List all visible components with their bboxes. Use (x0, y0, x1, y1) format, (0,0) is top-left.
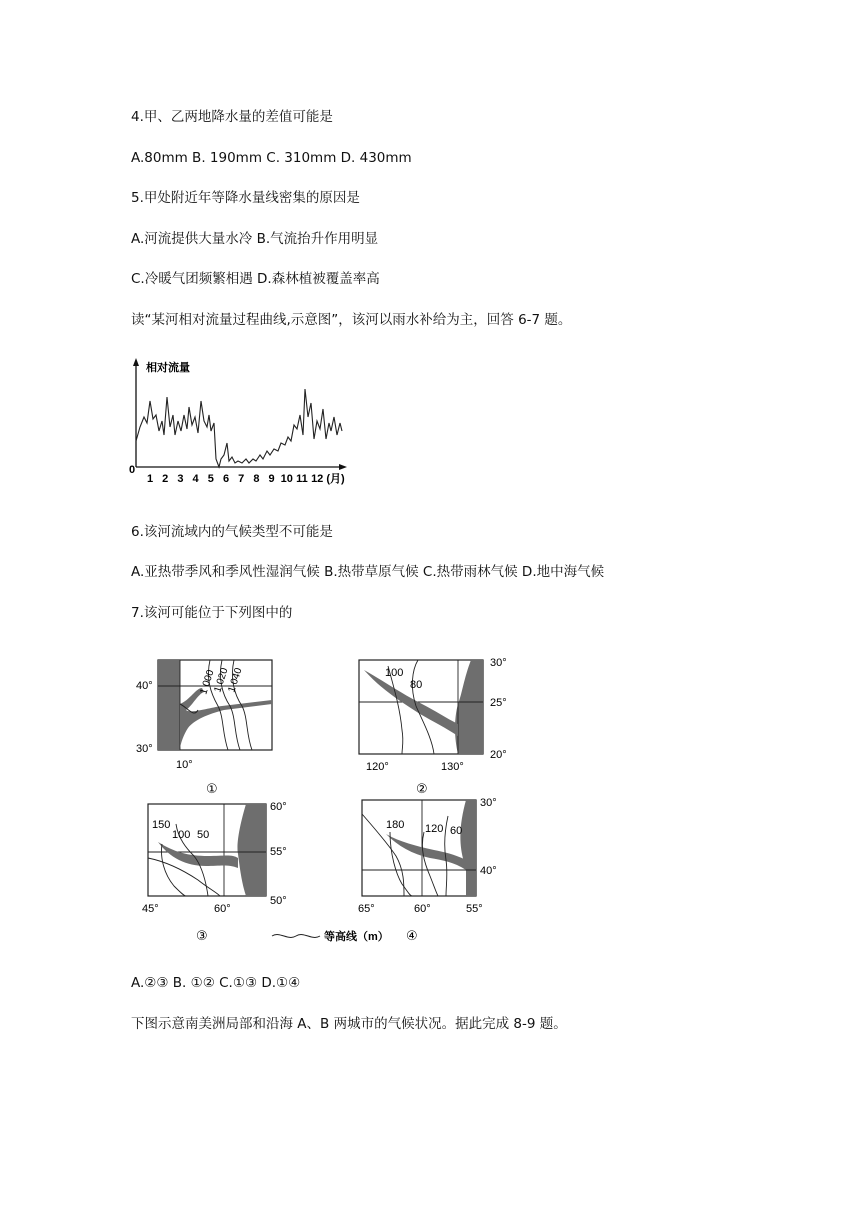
intro-8-9: 下图示意南美洲局部和沿海 A、B 两城市的气候状况。据此完成 8-9 题。 (131, 1016, 567, 1032)
map4-id: ④ (406, 928, 418, 943)
map1-contour-1040: 1 040 (226, 666, 245, 694)
flow-curve (136, 389, 342, 467)
flow-month-tick-6: 6 (222, 473, 230, 485)
map3-contour-50: 50 (197, 829, 210, 841)
map4-contour-60: 60 (450, 825, 463, 837)
map2-contour-80: 80 (410, 679, 423, 691)
map2-lon-130: 130° (441, 761, 464, 773)
relative-flow-chart (128, 355, 368, 490)
map2-contour-100: 100 (385, 667, 404, 679)
q5-stem: 5.甲处附近年等降水量线密集的原因是 (131, 190, 360, 206)
map1-id: ① (206, 781, 218, 796)
river-location-maps (128, 648, 528, 948)
flow-month-tick-3: 3 (177, 473, 184, 485)
flow-xunit: (月) (326, 473, 345, 485)
flow-month-tick-10: 10 (280, 473, 293, 485)
map4-lat-30: 30° (480, 797, 497, 809)
map2-lat-20: 20° (490, 749, 507, 761)
q7-options: A.②③ B. ①② C.①③ D.①④ (131, 975, 301, 991)
q6-stem: 6.该河流域内的气候类型不可能是 (131, 524, 333, 540)
map2-lon-120: 120° (366, 761, 389, 773)
map3-contour-100: 100 (172, 829, 191, 841)
map4-lon-60: 60° (414, 903, 431, 915)
map-2 (359, 657, 507, 796)
map4-contour-180: 180 (386, 819, 405, 831)
flow-month-tick-11: 11 (296, 473, 308, 485)
map1-lat-40: 40° (136, 680, 153, 692)
flow-month-tick-1: 1 (146, 473, 154, 485)
map3-lon-60: 60° (214, 903, 231, 915)
map-3 (142, 801, 287, 943)
map1-lon-10: 10° (176, 759, 193, 771)
flow-month-tick-9: 9 (268, 473, 275, 485)
map3-id: ③ (196, 928, 208, 943)
flow-month-tick-8: 8 (253, 473, 260, 485)
flow-month-tick-5: 5 (207, 473, 214, 485)
map2-id: ② (416, 781, 428, 796)
q4-stem: 4.甲、乙两地降水量的差值可能是 (131, 109, 333, 125)
map1-contour-1020: 1 020 (212, 666, 231, 694)
flow-month-tick-2: 2 (162, 473, 169, 485)
flow-month-tick-12: 12 (311, 473, 324, 485)
flow-chart-origin: 0 (129, 464, 136, 476)
q7-stem: 7.该河可能位于下列图中的 (131, 605, 293, 621)
q5-options-2: C.冷暖气团频繁相遇 D.森林植被覆盖率高 (131, 271, 380, 287)
map4-contour-120: 120 (425, 823, 444, 835)
map4-lon-65: 65° (358, 903, 375, 915)
map3-lon-45: 45° (142, 903, 159, 915)
map3-lat-50: 50° (270, 895, 287, 907)
map-4 (358, 797, 497, 943)
map4-lat-40: 40° (480, 865, 497, 877)
q5-options-1: A.河流提供大量水冷 B.气流抬升作用明显 (131, 231, 379, 247)
q4-options: A.80mm B. 190mm C. 310mm D. 430mm (131, 150, 412, 166)
map1-lat-30: 30° (136, 743, 153, 755)
map3-lat-55: 55° (270, 846, 287, 858)
map1-contour-1000: 1 000 (198, 668, 217, 696)
intro-6-7: 读“某河相对流量过程曲线,示意图”，该河以雨水补给为主，回答 6-7 题。 (131, 312, 572, 328)
q6-options: A.亚热带季风和季风性湿润气候 B.热带草原气候 C.热带雨林气候 D.地中海气候 (131, 564, 605, 580)
map-1 (136, 660, 272, 796)
map2-lat-25: 25° (490, 697, 507, 709)
flow-month-ticks (147, 472, 345, 485)
map3-contour-150: 150 (152, 819, 171, 831)
map2-lat-30: 30° (490, 657, 507, 669)
flow-chart-ylabel: 相对流量 (146, 362, 190, 374)
legend-label: 等高线（m） (324, 931, 389, 943)
flow-month-tick-4: 4 (192, 473, 199, 485)
contour-legend (272, 929, 389, 943)
map3-lat-60: 60° (270, 801, 287, 813)
flow-month-tick-7: 7 (238, 473, 245, 485)
map4-lon-55: 55° (466, 903, 483, 915)
